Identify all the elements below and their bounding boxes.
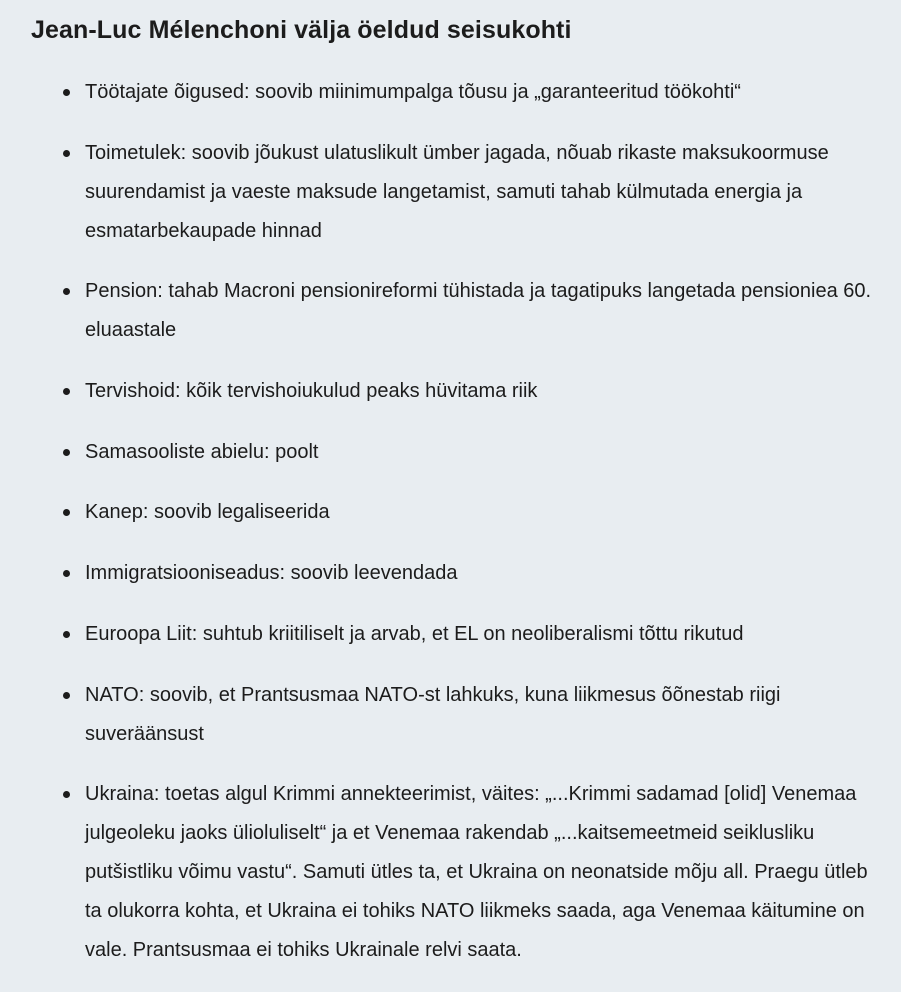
list-item — [62, 272, 882, 350]
list-item — [62, 372, 882, 411]
bullet-icon — [63, 388, 70, 395]
bullet-icon — [63, 288, 70, 295]
list-item — [62, 615, 882, 654]
list-item — [62, 775, 882, 970]
list-item-text: Ukraina: toetas algul Krimmi annekteerimist, väites: „...Krimmi sadamad [olid] Venemaa julgeoleku jaoks ülioluliselt“ ja et Venemaa rakendab „...kaitsemeetmeid seiklusliku putšistliku võimu vastu“. Samuti ütles ta, et Ukraina on neonatside mõju all. Praegu ütleb ta olukorra kohta, et Ukraina ei tohiks NATO liikmeks saada, aga Venemaa käitumine on vale. Prantsusmaa ei tohiks Ukrainale relvi saata. — [85, 783, 868, 962]
list-item-text: Kanep: soovib legaliseerida — [85, 501, 330, 524]
positions-list — [62, 73, 882, 992]
list-item — [62, 493, 882, 532]
list-item-text: NATO: soovib, et Prantsusmaa NATO-st lahkuks, kuna liikmesus õõnestab riigi suveräänsust — [85, 683, 781, 745]
list-item-text: Tervishoid: kõik tervishoiukulud peaks hüvitama riik — [85, 380, 538, 403]
list-item-text: Immigratsiooniseadus: soovib leevendada — [85, 562, 458, 585]
list-item-text: Töötajate õigused: soovib miinimumpalga tõusu ja „garanteeritud töökohti“ — [85, 81, 741, 103]
list-item-text: Toimetulek: soovib jõukust ulatuslikult ümber jagada, nõuab rikaste maksukoormuse suurendamist ja vaeste maksude langetamist, samuti tahab külmutada energia ja esmatarbekaupade hinnad — [85, 141, 829, 242]
list-item — [62, 134, 882, 251]
list-item — [62, 433, 882, 472]
list-item-text: Samasooliste abielu: poolt — [85, 440, 319, 463]
bullet-icon — [63, 570, 70, 577]
list-item — [62, 676, 882, 754]
list-item-text: Euroopa Liit: suhtub kriitiliselt ja arvab, et EL on neoliberalismi tõttu rikutud — [85, 622, 744, 645]
list-item — [62, 554, 882, 593]
bullet-icon — [63, 509, 70, 516]
list-item — [62, 73, 882, 112]
list-item-text: Pension: tahab Macroni pensionireformi tühistada ja tagatipuks langetada pensioniea 60. eluaastale — [85, 280, 872, 342]
page-title: Jean-Luc Mélenchoni välja öeldud seisukohti — [31, 16, 572, 44]
bullet-icon — [63, 449, 70, 456]
bullet-icon — [63, 89, 70, 96]
bullet-icon — [63, 631, 70, 638]
bullet-icon — [63, 791, 70, 798]
bullet-icon — [63, 150, 70, 157]
bullet-icon — [63, 692, 70, 699]
